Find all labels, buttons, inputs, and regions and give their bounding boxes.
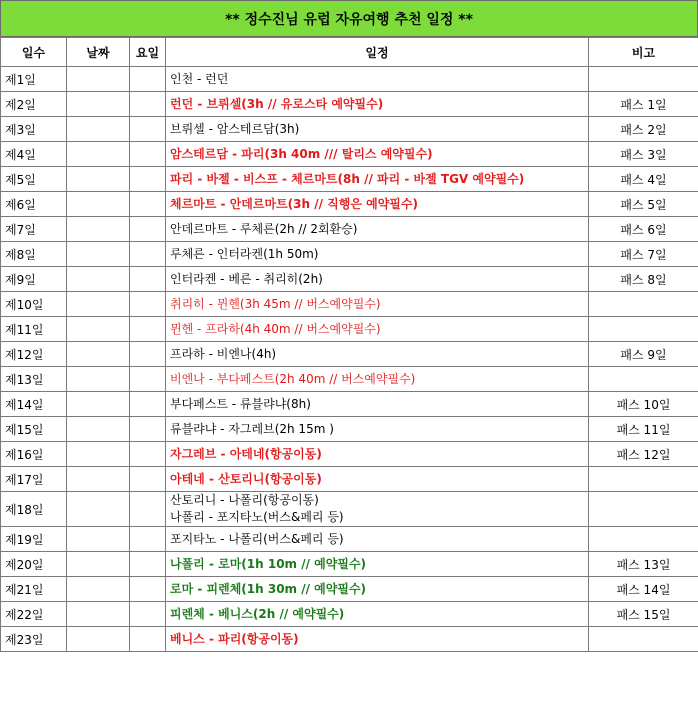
cell-note[interactable]: 패스 8일 bbox=[589, 267, 698, 292]
cell-day[interactable]: 제11일 bbox=[1, 317, 67, 342]
cell-weekday[interactable] bbox=[130, 267, 166, 292]
schedule-text: 포지타노 - 나폴리(버스&페리 등) bbox=[170, 531, 344, 546]
cell-date[interactable] bbox=[67, 92, 130, 117]
cell-schedule[interactable] bbox=[166, 602, 589, 627]
cell-weekday[interactable] bbox=[130, 367, 166, 392]
table-row bbox=[1, 602, 698, 627]
schedule-text: 피렌체 - 베니스(2h // 예약필수) bbox=[170, 606, 345, 621]
cell-day[interactable]: 제12일 bbox=[1, 342, 67, 367]
cell-schedule[interactable] bbox=[166, 92, 589, 117]
cell-date[interactable] bbox=[67, 467, 130, 492]
table-row bbox=[1, 442, 698, 467]
schedule-text: 파리 - 바젤 - 비스프 - 체르마트(8h // 파리 - 바젤 TGV 예약필수) bbox=[170, 171, 525, 186]
cell-weekday[interactable] bbox=[130, 192, 166, 217]
cell-day[interactable]: 제9일 bbox=[1, 267, 67, 292]
cell-weekday[interactable] bbox=[130, 552, 166, 577]
cell-date[interactable] bbox=[67, 552, 130, 577]
cell-day[interactable]: 제8일 bbox=[1, 242, 67, 267]
cell-day[interactable]: 제5일 bbox=[1, 167, 67, 192]
cell-weekday[interactable] bbox=[130, 167, 166, 192]
cell-schedule[interactable] bbox=[166, 492, 589, 527]
cell-schedule[interactable] bbox=[166, 167, 589, 192]
table-row bbox=[1, 267, 698, 292]
cell-schedule[interactable] bbox=[166, 192, 589, 217]
schedule-text: 취리히 - 뮌헨(3h 45m // 버스예약필수) bbox=[170, 296, 381, 311]
cell-day[interactable]: 제19일 bbox=[1, 527, 67, 552]
schedule-text: 나폴리 - 포지타노(버스&페리 등) bbox=[170, 510, 344, 524]
cell-day[interactable]: 제10일 bbox=[1, 292, 67, 317]
table-row bbox=[1, 577, 698, 602]
cell-date[interactable] bbox=[67, 627, 130, 652]
header-schedule[interactable]: 일정 bbox=[166, 38, 589, 67]
cell-weekday[interactable] bbox=[130, 467, 166, 492]
cell-schedule[interactable] bbox=[166, 317, 589, 342]
schedule-text: 나폴리 - 로마(1h 10m // 예약필수) bbox=[170, 556, 367, 571]
cell-date[interactable] bbox=[67, 267, 130, 292]
cell-note[interactable] bbox=[589, 467, 698, 492]
schedule-text: 브뤼셀 - 암스테르담(3h) bbox=[170, 121, 300, 136]
cell-weekday[interactable] bbox=[130, 417, 166, 442]
cell-date[interactable] bbox=[67, 67, 130, 92]
cell-note[interactable] bbox=[589, 317, 698, 342]
cell-weekday[interactable] bbox=[130, 442, 166, 467]
cell-date[interactable] bbox=[67, 342, 130, 367]
table-row bbox=[1, 342, 698, 367]
cell-note[interactable] bbox=[589, 627, 698, 652]
cell-note[interactable] bbox=[589, 367, 698, 392]
cell-schedule[interactable] bbox=[166, 467, 589, 492]
schedule-text: 암스테르담 - 파리(3h 40m /// 탈리스 예약필수) bbox=[170, 146, 433, 161]
cell-note[interactable]: 패스 9일 bbox=[589, 342, 698, 367]
cell-day[interactable]: 제22일 bbox=[1, 602, 67, 627]
schedule-text: 아테네 - 산토리니(항공이동) bbox=[170, 471, 322, 486]
header-note[interactable]: 비고 bbox=[589, 38, 698, 67]
itinerary-table bbox=[0, 37, 698, 652]
cell-day[interactable]: 제23일 bbox=[1, 627, 67, 652]
table-row bbox=[1, 467, 698, 492]
schedule-text: 로마 - 피렌체(1h 30m // 예약필수) bbox=[170, 581, 367, 596]
cell-schedule[interactable] bbox=[166, 552, 589, 577]
schedule-text: 뮌헨 - 프라하(4h 40m // 버스예약필수) bbox=[170, 321, 381, 336]
cell-day[interactable]: 제3일 bbox=[1, 117, 67, 142]
table-row bbox=[1, 117, 698, 142]
cell-schedule[interactable] bbox=[166, 217, 589, 242]
cell-date[interactable] bbox=[67, 167, 130, 192]
cell-weekday[interactable] bbox=[130, 142, 166, 167]
cell-weekday[interactable] bbox=[130, 217, 166, 242]
header-row bbox=[1, 38, 698, 67]
cell-date[interactable] bbox=[67, 602, 130, 627]
cell-schedule[interactable] bbox=[166, 367, 589, 392]
cell-day[interactable]: 제4일 bbox=[1, 142, 67, 167]
cell-date[interactable] bbox=[67, 242, 130, 267]
cell-day[interactable]: 제18일 bbox=[1, 492, 67, 527]
table-row bbox=[1, 417, 698, 442]
cell-schedule[interactable] bbox=[166, 142, 589, 167]
cell-date[interactable] bbox=[67, 192, 130, 217]
cell-weekday[interactable] bbox=[130, 117, 166, 142]
cell-schedule[interactable] bbox=[166, 442, 589, 467]
cell-note[interactable] bbox=[589, 527, 698, 552]
schedule-text: 루체른 - 인터라켄(1h 50m) bbox=[170, 246, 319, 261]
cell-schedule[interactable] bbox=[166, 577, 589, 602]
cell-day[interactable]: 제20일 bbox=[1, 552, 67, 577]
header-date[interactable]: 날짜 bbox=[67, 38, 130, 67]
schedule-text: 런던 - 브뤼셀(3h // 유로스타 예약필수) bbox=[170, 96, 384, 111]
schedule-text: 자그레브 - 아테네(항공이동) bbox=[170, 446, 322, 461]
cell-weekday[interactable] bbox=[130, 342, 166, 367]
table-row bbox=[1, 367, 698, 392]
cell-schedule[interactable] bbox=[166, 242, 589, 267]
cell-date[interactable] bbox=[67, 217, 130, 242]
table-row bbox=[1, 167, 698, 192]
cell-note[interactable]: 패스 10일 bbox=[589, 392, 698, 417]
cell-day[interactable]: 제17일 bbox=[1, 467, 67, 492]
itinerary-rows bbox=[1, 67, 698, 652]
cell-weekday[interactable] bbox=[130, 602, 166, 627]
cell-day[interactable]: 제13일 bbox=[1, 367, 67, 392]
cell-note[interactable]: 패스 2일 bbox=[589, 117, 698, 142]
cell-date[interactable] bbox=[67, 292, 130, 317]
cell-weekday[interactable] bbox=[130, 527, 166, 552]
cell-note[interactable]: 패스 15일 bbox=[589, 602, 698, 627]
cell-schedule[interactable] bbox=[166, 627, 589, 652]
cell-day[interactable]: 제16일 bbox=[1, 442, 67, 467]
table-row bbox=[1, 492, 698, 527]
cell-weekday[interactable] bbox=[130, 317, 166, 342]
cell-weekday[interactable] bbox=[130, 242, 166, 267]
cell-schedule[interactable] bbox=[166, 67, 589, 92]
schedule-text: 안데르마트 - 루체른(2h // 2회환승) bbox=[170, 221, 358, 236]
cell-schedule[interactable] bbox=[166, 527, 589, 552]
schedule-text: 체르마트 - 안데르마트(3h // 직행은 예약필수) bbox=[170, 196, 418, 211]
table-row bbox=[1, 627, 698, 652]
cell-note[interactable]: 패스 1일 bbox=[589, 92, 698, 117]
cell-date[interactable] bbox=[67, 317, 130, 342]
schedule-text: 비엔나 - 부다페스트(2h 40m // 버스예약필수) bbox=[170, 371, 416, 386]
cell-date[interactable] bbox=[67, 417, 130, 442]
cell-note[interactable]: 패스 11일 bbox=[589, 417, 698, 442]
cell-note[interactable]: 패스 6일 bbox=[589, 217, 698, 242]
cell-weekday[interactable] bbox=[130, 392, 166, 417]
cell-note[interactable]: 패스 7일 bbox=[589, 242, 698, 267]
cell-schedule[interactable] bbox=[166, 392, 589, 417]
cell-day[interactable]: 제21일 bbox=[1, 577, 67, 602]
cell-day[interactable]: 제15일 bbox=[1, 417, 67, 442]
table-row bbox=[1, 242, 698, 267]
cell-note[interactable]: 패스 4일 bbox=[589, 167, 698, 192]
cell-day[interactable]: 제1일 bbox=[1, 67, 67, 92]
table-row bbox=[1, 317, 698, 342]
cell-date[interactable] bbox=[67, 527, 130, 552]
cell-date[interactable] bbox=[67, 117, 130, 142]
table-row bbox=[1, 392, 698, 417]
cell-weekday[interactable] bbox=[130, 577, 166, 602]
cell-note[interactable]: 패스 3일 bbox=[589, 142, 698, 167]
cell-date[interactable] bbox=[67, 392, 130, 417]
table-row bbox=[1, 527, 698, 552]
sheet-title[interactable]: ** 정수진님 유럽 자유여행 추천 일정 ** bbox=[0, 0, 698, 37]
cell-weekday[interactable] bbox=[130, 67, 166, 92]
table-row bbox=[1, 142, 698, 167]
schedule-text: 산토리니 - 나폴리(항공이동) bbox=[170, 493, 319, 507]
cell-schedule[interactable] bbox=[166, 267, 589, 292]
cell-schedule[interactable] bbox=[166, 342, 589, 367]
cell-weekday[interactable] bbox=[130, 627, 166, 652]
table-row bbox=[1, 217, 698, 242]
header-weekday[interactable]: 요일 bbox=[130, 38, 166, 67]
header-day[interactable]: 일수 bbox=[1, 38, 67, 67]
cell-note[interactable]: 패스 13일 bbox=[589, 552, 698, 577]
cell-schedule[interactable] bbox=[166, 292, 589, 317]
cell-note[interactable] bbox=[589, 292, 698, 317]
cell-day[interactable]: 제14일 bbox=[1, 392, 67, 417]
cell-note[interactable]: 패스 12일 bbox=[589, 442, 698, 467]
table-row bbox=[1, 292, 698, 317]
cell-date[interactable] bbox=[67, 442, 130, 467]
table-row bbox=[1, 92, 698, 117]
cell-note[interactable]: 패스 14일 bbox=[589, 577, 698, 602]
cell-date[interactable] bbox=[67, 492, 130, 527]
schedule-text: 류블랴냐 - 자그레브(2h 15m ) bbox=[170, 421, 334, 436]
table-row bbox=[1, 552, 698, 577]
schedule-text: 프라하 - 비엔나(4h) bbox=[170, 346, 277, 361]
cell-date[interactable] bbox=[67, 367, 130, 392]
cell-day[interactable]: 제6일 bbox=[1, 192, 67, 217]
table-row bbox=[1, 192, 698, 217]
cell-note[interactable]: 패스 5일 bbox=[589, 192, 698, 217]
cell-date[interactable] bbox=[67, 577, 130, 602]
cell-weekday[interactable] bbox=[130, 492, 166, 527]
cell-weekday[interactable] bbox=[130, 292, 166, 317]
cell-date[interactable] bbox=[67, 142, 130, 167]
schedule-text: 인천 - 런던 bbox=[170, 71, 229, 86]
schedule-text: 부다페스트 - 류블랴냐(8h) bbox=[170, 396, 311, 411]
cell-day[interactable]: 제7일 bbox=[1, 217, 67, 242]
table-row bbox=[1, 67, 698, 92]
cell-weekday[interactable] bbox=[130, 92, 166, 117]
cell-schedule[interactable] bbox=[166, 417, 589, 442]
schedule-text: 베니스 - 파리(항공이동) bbox=[170, 631, 299, 646]
cell-day[interactable]: 제2일 bbox=[1, 92, 67, 117]
schedule-text: 인터라켄 - 베른 - 취리히(2h) bbox=[170, 271, 323, 286]
cell-note[interactable] bbox=[589, 67, 698, 92]
cell-note[interactable] bbox=[589, 492, 698, 527]
cell-schedule[interactable] bbox=[166, 117, 589, 142]
